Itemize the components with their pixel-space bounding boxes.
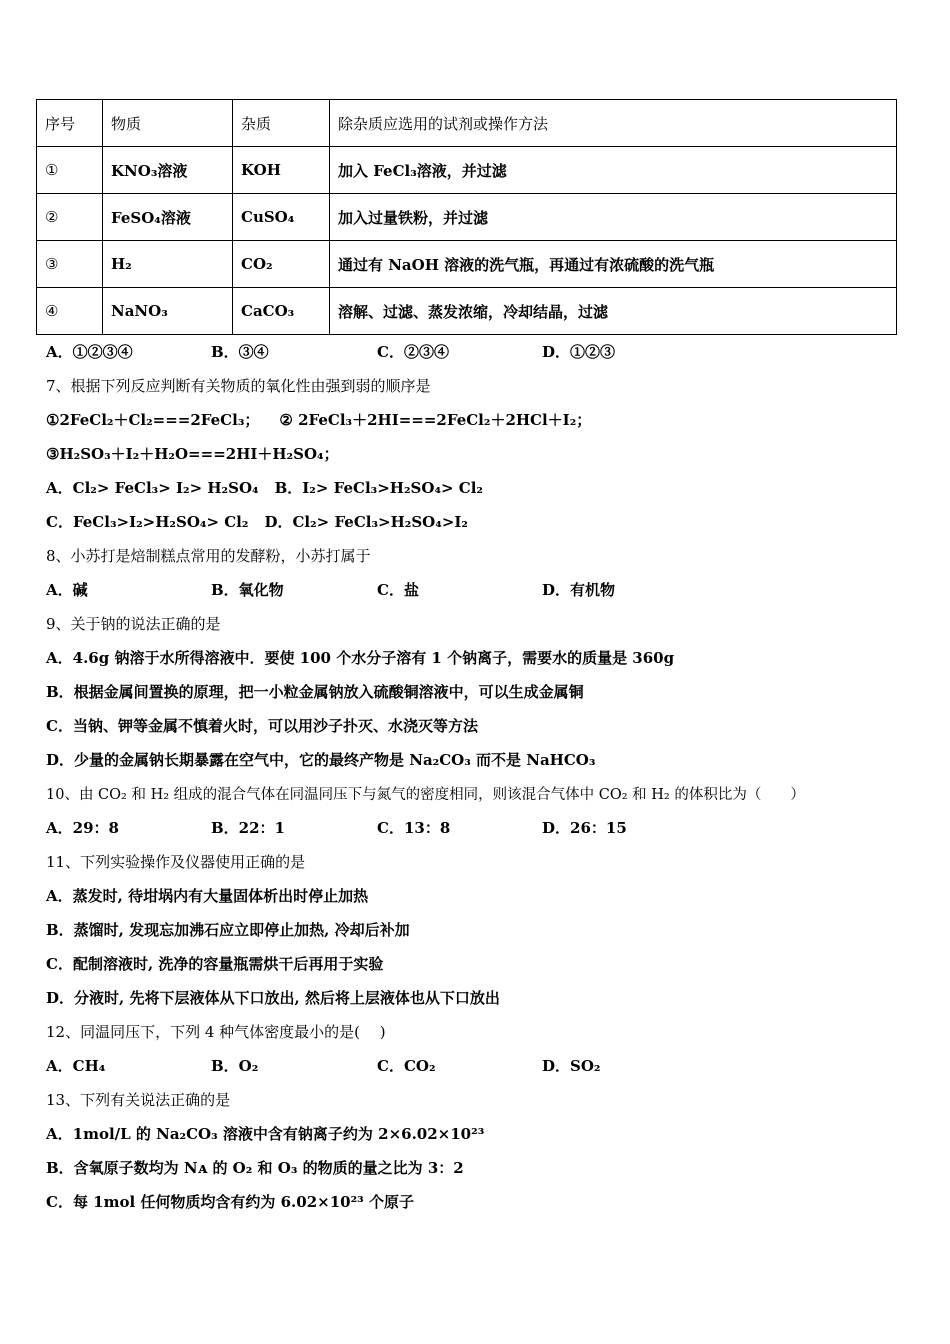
q12-option-c: C．CO₂ xyxy=(377,1057,436,1075)
q11-option-b: B．蒸馏时, 发现忘加沸石应立即停止加热, 冷却后补加 xyxy=(46,921,410,939)
table-row xyxy=(37,288,897,335)
q7-option-a: A．Cl₂> FeCl₃> I₂> H₂SO₄ xyxy=(46,479,259,497)
q8-option-c: C．盐 xyxy=(377,581,419,599)
row-substance: FeSO₄溶液 xyxy=(103,194,233,241)
q6-option-b: B．③④ xyxy=(211,343,269,361)
q7-option-d: D．Cl₂> FeCl₃>H₂SO₄>I₂ xyxy=(264,513,468,531)
row-method: 加入 FeCl₃溶液，并过滤 xyxy=(330,147,897,194)
q12-option-b: B．O₂ xyxy=(211,1057,259,1075)
q7-stem: 7、根据下列反应判断有关物质的氧化性由强到弱的顺序是 xyxy=(46,377,431,395)
q13-option-b: B．含氧原子数均为 Nᴀ 的 O₂ 和 O₃ 的物质的量之比为 3：2 xyxy=(46,1159,464,1177)
q8-option-d: D．有机物 xyxy=(542,581,616,599)
row-method: 加入过量铁粉，并过滤 xyxy=(330,194,897,241)
header-impurity: 杂质 xyxy=(233,100,330,147)
header-method: 除杂质应选用的试剂或操作方法 xyxy=(330,100,897,147)
q8-option-b: B．氧化物 xyxy=(211,581,284,599)
q8-stem: 8、小苏打是焙制糕点常用的发酵粉，小苏打属于 xyxy=(46,547,371,565)
q7-options-ab xyxy=(46,477,483,498)
q13-option-a: A．1mol/L 的 Na₂CO₃ 溶液中含有钠离子约为 2×6.02×10²³ xyxy=(46,1125,485,1143)
header-number: 序号 xyxy=(37,100,103,147)
q9-option-a: A．4.6g 钠溶于水所得溶液中．要使 100 个水分子溶有 1 个钠离子，需要水的质量是 360g xyxy=(46,649,675,667)
q10-option-c: C．13：8 xyxy=(377,819,451,837)
q9-option-c: C．当钠、钾等金属不慎着火时，可以用沙子扑灭、水浇灭等方法 xyxy=(46,717,478,735)
q11-option-a: A．蒸发时, 待坩埚内有大量固体析出时停止加热 xyxy=(46,887,369,905)
table-header-row xyxy=(37,100,897,147)
q13-option-c: C．每 1mol 任何物质均含有约为 6.02×10²³ 个原子 xyxy=(46,1193,414,1211)
q10-option-d: D．26：15 xyxy=(542,819,627,837)
row-number: ③ xyxy=(37,241,103,288)
row-impurity: CO₂ xyxy=(233,241,330,288)
row-method: 通过有 NaOH 溶液的洗气瓶，再通过有浓硫酸的洗气瓶 xyxy=(330,241,897,288)
q6-option-d: D．①②③ xyxy=(542,343,616,361)
row-substance: H₂ xyxy=(103,241,233,288)
q11-option-d: D．分液时, 先将下层液体从下口放出, 然后将上层液体也从下口放出 xyxy=(46,989,500,1007)
q12-stem: 12、同温同压下，下列 4 种气体密度最小的是( ) xyxy=(46,1023,386,1041)
q9-option-b: B．根据金属间置换的原理，把一小粒金属钠放入硫酸铜溶液中，可以生成金属铜 xyxy=(46,683,584,701)
impurity-table xyxy=(36,99,897,335)
q13-stem: 13、下列有关说法正确的是 xyxy=(46,1091,231,1109)
q7-reaction-2: ② 2FeCl₃＋2HI===2FeCl₂＋2HCl＋I₂； xyxy=(279,411,592,429)
row-impurity: CaCO₃ xyxy=(233,288,330,335)
q7-reaction-1: ①2FeCl₂＋Cl₂===2FeCl₃； xyxy=(46,411,260,429)
row-substance: NaNO₃ xyxy=(103,288,233,335)
q7-options-cd xyxy=(46,511,468,532)
q11-stem: 11、下列实验操作及仪器使用正确的是 xyxy=(46,853,306,871)
table-row xyxy=(37,147,897,194)
row-number: ④ xyxy=(37,288,103,335)
q6-option-a: A．①②③④ xyxy=(46,343,133,361)
q10-option-b: B．22：1 xyxy=(211,819,285,837)
row-impurity: CuSO₄ xyxy=(233,194,330,241)
q7-option-c: C．FeCl₃>I₂>H₂SO₄> Cl₂ xyxy=(46,513,249,531)
q10-option-a: A．29：8 xyxy=(46,819,119,837)
row-method: 溶解、过滤、蒸发浓缩，冷却结晶，过滤 xyxy=(330,288,897,335)
q7-reactions-line xyxy=(46,409,591,430)
q12-option-a: A．CH₄ xyxy=(46,1057,106,1075)
row-impurity: KOH xyxy=(233,147,330,194)
table-row xyxy=(37,241,897,288)
q7-option-b: B．I₂> FeCl₃>H₂SO₄> Cl₂ xyxy=(274,479,484,497)
row-number: ① xyxy=(37,147,103,194)
q9-option-d: D．少量的金属钠长期暴露在空气中，它的最终产物是 Na₂CO₃ 而不是 NaHCO₃ xyxy=(46,751,596,769)
header-substance: 物质 xyxy=(103,100,233,147)
q9-stem: 9、关于钠的说法正确的是 xyxy=(46,615,221,633)
q12-option-d: D．SO₂ xyxy=(542,1057,601,1075)
q7-reaction-3: ③H₂SO₃＋I₂＋H₂O===2HI＋H₂SO₄； xyxy=(46,445,339,463)
q11-option-c: C．配制溶液时, 洗净的容量瓶需烘干后再用于实验 xyxy=(46,955,384,973)
q10-stem: 10、由 CO₂ 和 H₂ 组成的混合气体在同温同压下与氮气的密度相同，则该混合气体中 CO₂ 和 H₂ 的体积比为（ ） xyxy=(46,787,805,803)
q8-option-a: A．碱 xyxy=(46,581,88,599)
q6-option-c: C．②③④ xyxy=(377,343,449,361)
table-row xyxy=(37,194,897,241)
row-substance: KNO₃溶液 xyxy=(103,147,233,194)
row-number: ② xyxy=(37,194,103,241)
